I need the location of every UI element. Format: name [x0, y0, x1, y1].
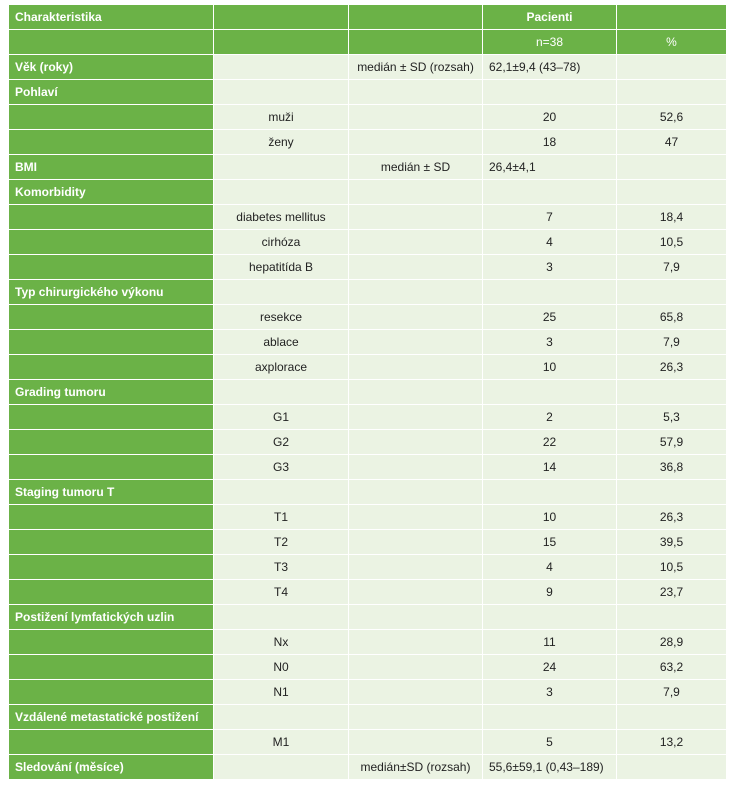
count-value: 4: [483, 230, 617, 255]
statistic-value: 55,6±59,1 (0,43–189): [483, 755, 617, 780]
empty-cell: [214, 605, 349, 630]
category-label: G2: [214, 430, 349, 455]
empty-cell: [214, 280, 349, 305]
empty-cell: [349, 630, 483, 655]
percent-value: 47: [617, 130, 727, 155]
percent-value: 39,5: [617, 530, 727, 555]
percent-value: 23,7: [617, 580, 727, 605]
category-label: T3: [214, 555, 349, 580]
empty-cell: [483, 180, 617, 205]
category-label: diabetes mellitus: [214, 205, 349, 230]
empty-label-cell: [9, 555, 214, 580]
empty-label-cell: [9, 230, 214, 255]
category-label: T1: [214, 505, 349, 530]
empty-cell: [617, 280, 727, 305]
empty-cell: [483, 80, 617, 105]
empty-cell: [349, 380, 483, 405]
header-empty-cell: [214, 5, 349, 30]
empty-cell: [617, 480, 727, 505]
header-empty-cell: [617, 5, 727, 30]
empty-label-cell: [9, 580, 214, 605]
empty-cell: [483, 480, 617, 505]
category-label: N1: [214, 680, 349, 705]
category-label: T2: [214, 530, 349, 555]
table-row: [9, 705, 727, 730]
empty-cell: [617, 80, 727, 105]
empty-cell: [349, 130, 483, 155]
empty-cell: [214, 80, 349, 105]
table-row: [9, 330, 727, 355]
count-value: 3: [483, 330, 617, 355]
percent-value: 26,3: [617, 355, 727, 380]
table-row: [9, 505, 727, 530]
empty-cell: [617, 55, 727, 80]
subheader-percent: %: [617, 30, 727, 55]
empty-label-cell: [9, 455, 214, 480]
table-row: [9, 130, 727, 155]
statistic-value: 62,1±9,4 (43–78): [483, 55, 617, 80]
table-row: [9, 605, 727, 630]
table-row: [9, 255, 727, 280]
empty-cell: [349, 705, 483, 730]
empty-cell: [349, 255, 483, 280]
subheader-empty-cell: [214, 30, 349, 55]
category-label: M1: [214, 730, 349, 755]
empty-cell: [483, 280, 617, 305]
header-row: [9, 5, 727, 30]
table-row: [9, 580, 727, 605]
percent-value: 65,8: [617, 305, 727, 330]
percent-value: 7,9: [617, 680, 727, 705]
table-row: [9, 730, 727, 755]
empty-cell: [214, 755, 349, 780]
empty-cell: [349, 80, 483, 105]
percent-value: 18,4: [617, 205, 727, 230]
empty-cell: [349, 455, 483, 480]
category-label: ablace: [214, 330, 349, 355]
empty-cell: [617, 380, 727, 405]
table-row: [9, 355, 727, 380]
table-row: [9, 680, 727, 705]
empty-cell: [349, 205, 483, 230]
table-row: [9, 555, 727, 580]
empty-cell: [349, 730, 483, 755]
empty-cell: [349, 505, 483, 530]
table-row: [9, 155, 727, 180]
table-row: [9, 755, 727, 780]
count-value: 10: [483, 505, 617, 530]
empty-label-cell: [9, 530, 214, 555]
empty-label-cell: [9, 205, 214, 230]
category-label: resekce: [214, 305, 349, 330]
percent-value: 10,5: [617, 230, 727, 255]
empty-cell: [617, 155, 727, 180]
header-patients: Pacienti: [483, 5, 617, 30]
empty-label-cell: [9, 130, 214, 155]
count-value: 22: [483, 430, 617, 455]
empty-label-cell: [9, 430, 214, 455]
empty-label-cell: [9, 655, 214, 680]
table-row: [9, 630, 727, 655]
percent-value: 52,6: [617, 105, 727, 130]
table-row: [9, 280, 727, 305]
category-label: hepatitída B: [214, 255, 349, 280]
empty-label-cell: [9, 330, 214, 355]
count-value: 10: [483, 355, 617, 380]
count-value: 3: [483, 255, 617, 280]
empty-cell: [349, 680, 483, 705]
empty-label-cell: [9, 105, 214, 130]
empty-cell: [349, 280, 483, 305]
percent-value: 10,5: [617, 555, 727, 580]
percent-value: 13,2: [617, 730, 727, 755]
count-value: 18: [483, 130, 617, 155]
percent-value: 36,8: [617, 455, 727, 480]
empty-cell: [349, 555, 483, 580]
table-row: [9, 205, 727, 230]
empty-cell: [214, 380, 349, 405]
empty-cell: [349, 530, 483, 555]
table-row: [9, 380, 727, 405]
empty-cell: [349, 655, 483, 680]
empty-label-cell: [9, 305, 214, 330]
table-body: [9, 55, 727, 780]
empty-cell: [349, 305, 483, 330]
empty-cell: [349, 480, 483, 505]
empty-label-cell: [9, 680, 214, 705]
table-row: [9, 305, 727, 330]
percent-value: 57,9: [617, 430, 727, 455]
empty-cell: [349, 605, 483, 630]
empty-cell: [349, 355, 483, 380]
empty-cell: [617, 755, 727, 780]
category-label: muži: [214, 105, 349, 130]
empty-cell: [214, 155, 349, 180]
category-label: Nx: [214, 630, 349, 655]
empty-label-cell: [9, 355, 214, 380]
empty-cell: [483, 605, 617, 630]
empty-cell: [483, 380, 617, 405]
empty-label-cell: [9, 505, 214, 530]
table-row: [9, 480, 727, 505]
table-row: [9, 455, 727, 480]
subheader-n: n=38: [483, 30, 617, 55]
table-row: [9, 430, 727, 455]
category-label: cirhóza: [214, 230, 349, 255]
empty-cell: [214, 55, 349, 80]
section-label: Grading tumoru: [9, 380, 214, 405]
statistic-value: 26,4±4,1: [483, 155, 617, 180]
percent-value: 63,2: [617, 655, 727, 680]
table-row: [9, 655, 727, 680]
table-row: [9, 530, 727, 555]
category-label: T4: [214, 580, 349, 605]
percent-value: 7,9: [617, 330, 727, 355]
empty-cell: [617, 705, 727, 730]
count-value: 15: [483, 530, 617, 555]
count-value: 7: [483, 205, 617, 230]
count-value: 20: [483, 105, 617, 130]
section-label: Typ chirurgického výkonu: [9, 280, 214, 305]
empty-cell: [349, 105, 483, 130]
section-label: Pohlaví: [9, 80, 214, 105]
subheader-empty-cell: [9, 30, 214, 55]
section-label: Komorbidity: [9, 180, 214, 205]
table-row: [9, 105, 727, 130]
table-container: [8, 4, 726, 780]
empty-cell: [214, 480, 349, 505]
empty-cell: [349, 230, 483, 255]
table-row: [9, 80, 727, 105]
category-label: N0: [214, 655, 349, 680]
percent-value: 26,3: [617, 505, 727, 530]
statistic-description: medián ± SD: [349, 155, 483, 180]
statistic-description: medián±SD (rozsah): [349, 755, 483, 780]
statistic-description: medián ± SD (rozsah): [349, 55, 483, 80]
empty-label-cell: [9, 630, 214, 655]
empty-cell: [349, 330, 483, 355]
empty-cell: [617, 180, 727, 205]
count-value: 4: [483, 555, 617, 580]
table-row: [9, 230, 727, 255]
row-label: Sledování (měsíce): [9, 755, 214, 780]
header-characteristic: Charakteristika: [9, 5, 214, 30]
empty-label-cell: [9, 730, 214, 755]
subheader-row: [9, 30, 727, 55]
empty-cell: [617, 605, 727, 630]
count-value: 14: [483, 455, 617, 480]
empty-cell: [214, 705, 349, 730]
subheader-empty-cell: [349, 30, 483, 55]
header-empty-cell: [349, 5, 483, 30]
count-value: 25: [483, 305, 617, 330]
count-value: 2: [483, 405, 617, 430]
empty-cell: [349, 405, 483, 430]
count-value: 3: [483, 680, 617, 705]
row-label: BMI: [9, 155, 214, 180]
empty-cell: [483, 705, 617, 730]
row-label: Věk (roky): [9, 55, 214, 80]
empty-label-cell: [9, 255, 214, 280]
category-label: G3: [214, 455, 349, 480]
category-label: axplorace: [214, 355, 349, 380]
empty-cell: [349, 580, 483, 605]
count-value: 11: [483, 630, 617, 655]
patient-characteristics-table: [8, 4, 727, 780]
percent-value: 7,9: [617, 255, 727, 280]
empty-cell: [214, 180, 349, 205]
section-label: Staging tumoru T: [9, 480, 214, 505]
empty-cell: [349, 430, 483, 455]
count-value: 9: [483, 580, 617, 605]
category-label: G1: [214, 405, 349, 430]
count-value: 5: [483, 730, 617, 755]
category-label: ženy: [214, 130, 349, 155]
table-row: [9, 55, 727, 80]
percent-value: 28,9: [617, 630, 727, 655]
count-value: 24: [483, 655, 617, 680]
empty-cell: [349, 180, 483, 205]
table-row: [9, 180, 727, 205]
section-label: Postižení lymfatických uzlin: [9, 605, 214, 630]
table-row: [9, 405, 727, 430]
percent-value: 5,3: [617, 405, 727, 430]
empty-label-cell: [9, 405, 214, 430]
section-label: Vzdálené metastatické postižení: [9, 705, 214, 730]
